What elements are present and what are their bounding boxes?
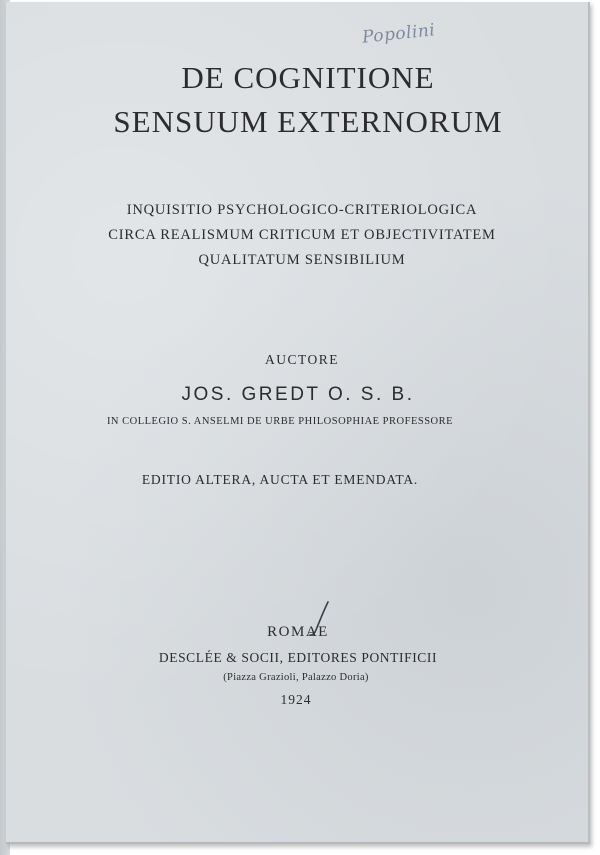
subtitle-line-1: INQUISITIO PSYCHOLOGICO-CRITERIOLOGICA	[126, 202, 478, 218]
edition-note: EDITIO ALTERA, AUCTA ET EMENDATA.	[141, 472, 419, 487]
imprint-publisher: DESCLÉE & SOCII, EDITORES PONTIFICII	[158, 650, 438, 665]
title-line-1: DE COGNITIONE	[181, 60, 435, 95]
subtitle-line-3: QUALITATUM SENSIBILIUM	[198, 252, 406, 268]
imprint-city: ROMAE	[267, 624, 329, 640]
title-line-2: SENSUUM EXTERNORUM	[113, 104, 503, 139]
author-affiliation: IN COLLEGIO S. ANSELMI DE URBE PHILOSOPHIAE PROFESSORE	[106, 416, 454, 427]
author-name: JOS. GREDT O. S. B.	[181, 384, 415, 405]
subtitle-line-2: CIRCA REALISMUM CRITICUM ET OBJECTIVITATEM	[108, 227, 496, 243]
auctore-label: AUCTORE	[264, 352, 339, 367]
imprint-address: (Piazza Grazioli, Palazzo Doria)	[223, 672, 369, 683]
imprint-year: 1924	[280, 692, 312, 707]
handwritten-signature: Popolini	[361, 20, 437, 48]
